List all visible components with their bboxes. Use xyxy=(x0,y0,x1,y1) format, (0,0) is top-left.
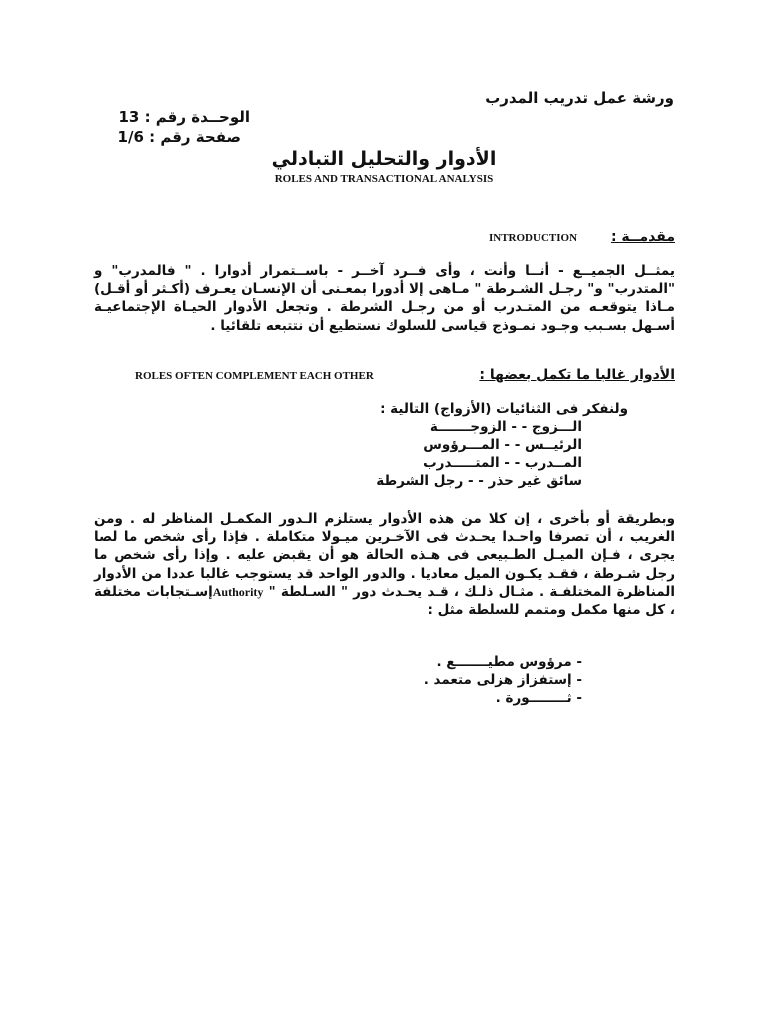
response-item: - ثــــــــورة . xyxy=(495,690,582,706)
roles-paragraph-text: وبطريقة أو بأخرى ، إن كلا من هذه الأدوار يستلزم الـدور المكمـل المناظر له . ومن الغريب ، أن تصرفا واحـدا يحـدث فى الآخـرين ميـولا متكاملة . فإذا رأى شخص ما لصا يجرى ، فـإن الميـل الطـبيعى فى هـذه الحالة هو أن يقبض عليه . وإذا رأى شخص ما رجل شـرطة ، فقـد يكـون الميل معاديا . والدور الواحد قد يستوجب غالبا عددا من الأدوار المناظرة المختلفـة . مثـال ذلـك ، قـد يحـدث دور " السـلطة " xyxy=(94,511,675,600)
page-number: صفحة رقم : 1/6 xyxy=(117,128,241,146)
response-item: - إستفزاز هزلى متعمد . xyxy=(423,672,582,688)
workshop-title: ورشة عمل تدريب المدرب xyxy=(485,89,674,107)
pair-item: الرئيــس - - المـــرؤوس xyxy=(423,437,582,453)
roles-paragraph-text-end: إسـتجابات مختلفة ، كل منها مكمل ومتمم للسلطة مثل : xyxy=(94,583,675,619)
document-title-english: ROLES AND TRANSACTIONAL ANALYSIS xyxy=(274,173,494,185)
introduction-heading xyxy=(94,229,675,249)
roles-heading-english: ROLES OFTEN COMPLEMENT EACH OTHER xyxy=(135,370,374,382)
introduction-paragraph: يمثــل الجميــع - أنــا وأنت ، وأى فــرد آخــر - باســتمرار أدوارا . " فالمدرب" و "المتدرب" و" رجـل الشـرطة " مـاهى إلا أدورا بمعـنى أن الإنسـان يعـرف (أكـثر أو أقـل) مـاذا يتوقعـه من المتـدرب أو من رجـل الشرطة . وتجعل الأدوار الحيـاة الإجتماعيـة أسـهل بسـبب وجـود نمـوذج قياسى للسلوك نستطيع أن نتتبعه تلقائيا . xyxy=(94,263,675,334)
response-item: - مرؤوس مطيـــــــع . xyxy=(436,654,582,670)
roles-heading-arabic: الأدوار غالبا ما تكمل بعضها : xyxy=(479,367,675,383)
pair-item: الـــزوج - - الزوجـــــــة xyxy=(429,419,582,435)
authority-term: Authority xyxy=(212,584,264,599)
document-title-arabic: الأدوار والتحليل التبادلي xyxy=(271,148,497,170)
introduction-heading-english: INTRODUCTION xyxy=(489,232,578,244)
pair-item: سائق غير حذر - - رجل الشرطة xyxy=(376,473,582,489)
introduction-heading-arabic: مقدمــة : xyxy=(610,229,675,245)
pairs-intro: ولنفكر فى الثنائيات (الأزواج) التالية : xyxy=(380,401,628,417)
roles-paragraph xyxy=(94,510,675,619)
unit-number: الوحــدة رقم : 13 xyxy=(118,108,250,126)
roles-heading xyxy=(94,367,675,387)
pair-item: المــدرب - - المتـــــدرب xyxy=(423,455,582,471)
